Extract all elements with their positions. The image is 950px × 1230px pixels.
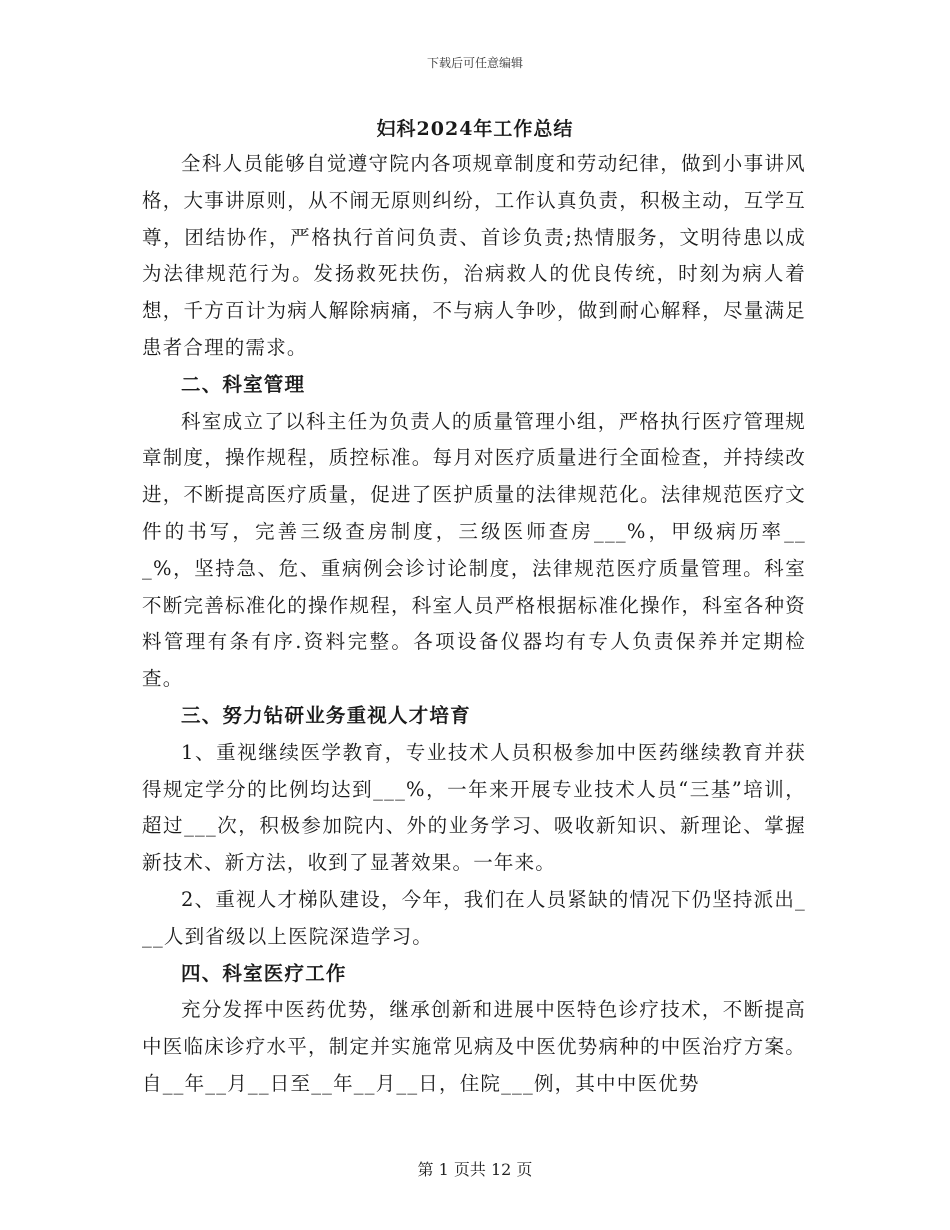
document-body [142,146,806,1103]
section-heading-training: 三、努力钻研业务重视人才培育 [181,703,471,727]
paragraph-training-1: 1、重视继续医学教育，专业技术人员积极参加中医药继续教育并获得规定学分的比例均达到___%，一年来开展专业技术人员“三基”培训，超过___次，积极参加院内、外的业务学习、吸收新知识、新理论、掌握新技术、新方法，收到了显著效果。一年来。 [142,740,806,875]
section-heading-medical-work: 四、科室医疗工作 [181,961,347,985]
paragraph-intro: 全科人员能够自觉遵守院内各项规章制度和劳动纪律，做到小事讲风格，大事讲原则，从不闹无原则纠纷，工作认真负责，积极主动，互学互尊，团结协作，严格执行首问负责、首诊负责;热情服务，文明待患以成为法律规范行为。发扬救死扶伤，治病救人的优良传统，时刻为病人着想，千方百计为病人解除病痛，不与病人争吵，做到耐心解释，尽量满足患者合理的需求。 [142,152,806,359]
section-heading-management: 二、科室管理 [181,372,306,396]
paragraph-management: 科室成立了以科主任为负责人的质量管理小组，严格执行医疗管理规章制度，操作规程，质控标准。每月对医疗质量进行全面检查，并持续改进，不断提高医疗质量，促进了医护质量的法律规范化。法律规范医疗文件的书写，完善三级查房制度，三级医师查房___%，甲级病历率___%，坚持急、危、重病例会诊讨论制度，法律规范医疗质量管理。科室不断完善标准化的操作规程，科室人员严格根据标准化操作，科室各种资料管理有条有序.资料完整。各项设备仪器均有专人负责保养并定期检查。 [142,409,806,691]
header-note: 下载后可任意编辑 [426,56,523,70]
paragraph-training-2: 2、重视人才梯队建设，今年，我们在人员紧缺的情况下仍坚持派出___人到省级以上医院深造学习。 [142,887,806,948]
page-number: 第 1 页共 12 页 [417,1160,533,1179]
page-title: 妇科2024年工作总结 [376,118,574,140]
paragraph-medical-work: 充分发挥中医药优势，继承创新和进展中医特色诊疗技术，不断提高中医临床诊疗水平，制定并实施常见病及中医优势病种的中医治疗方案。自__年__月__日至__年__月__日，住院___例，其中中医优势 [142,998,806,1095]
